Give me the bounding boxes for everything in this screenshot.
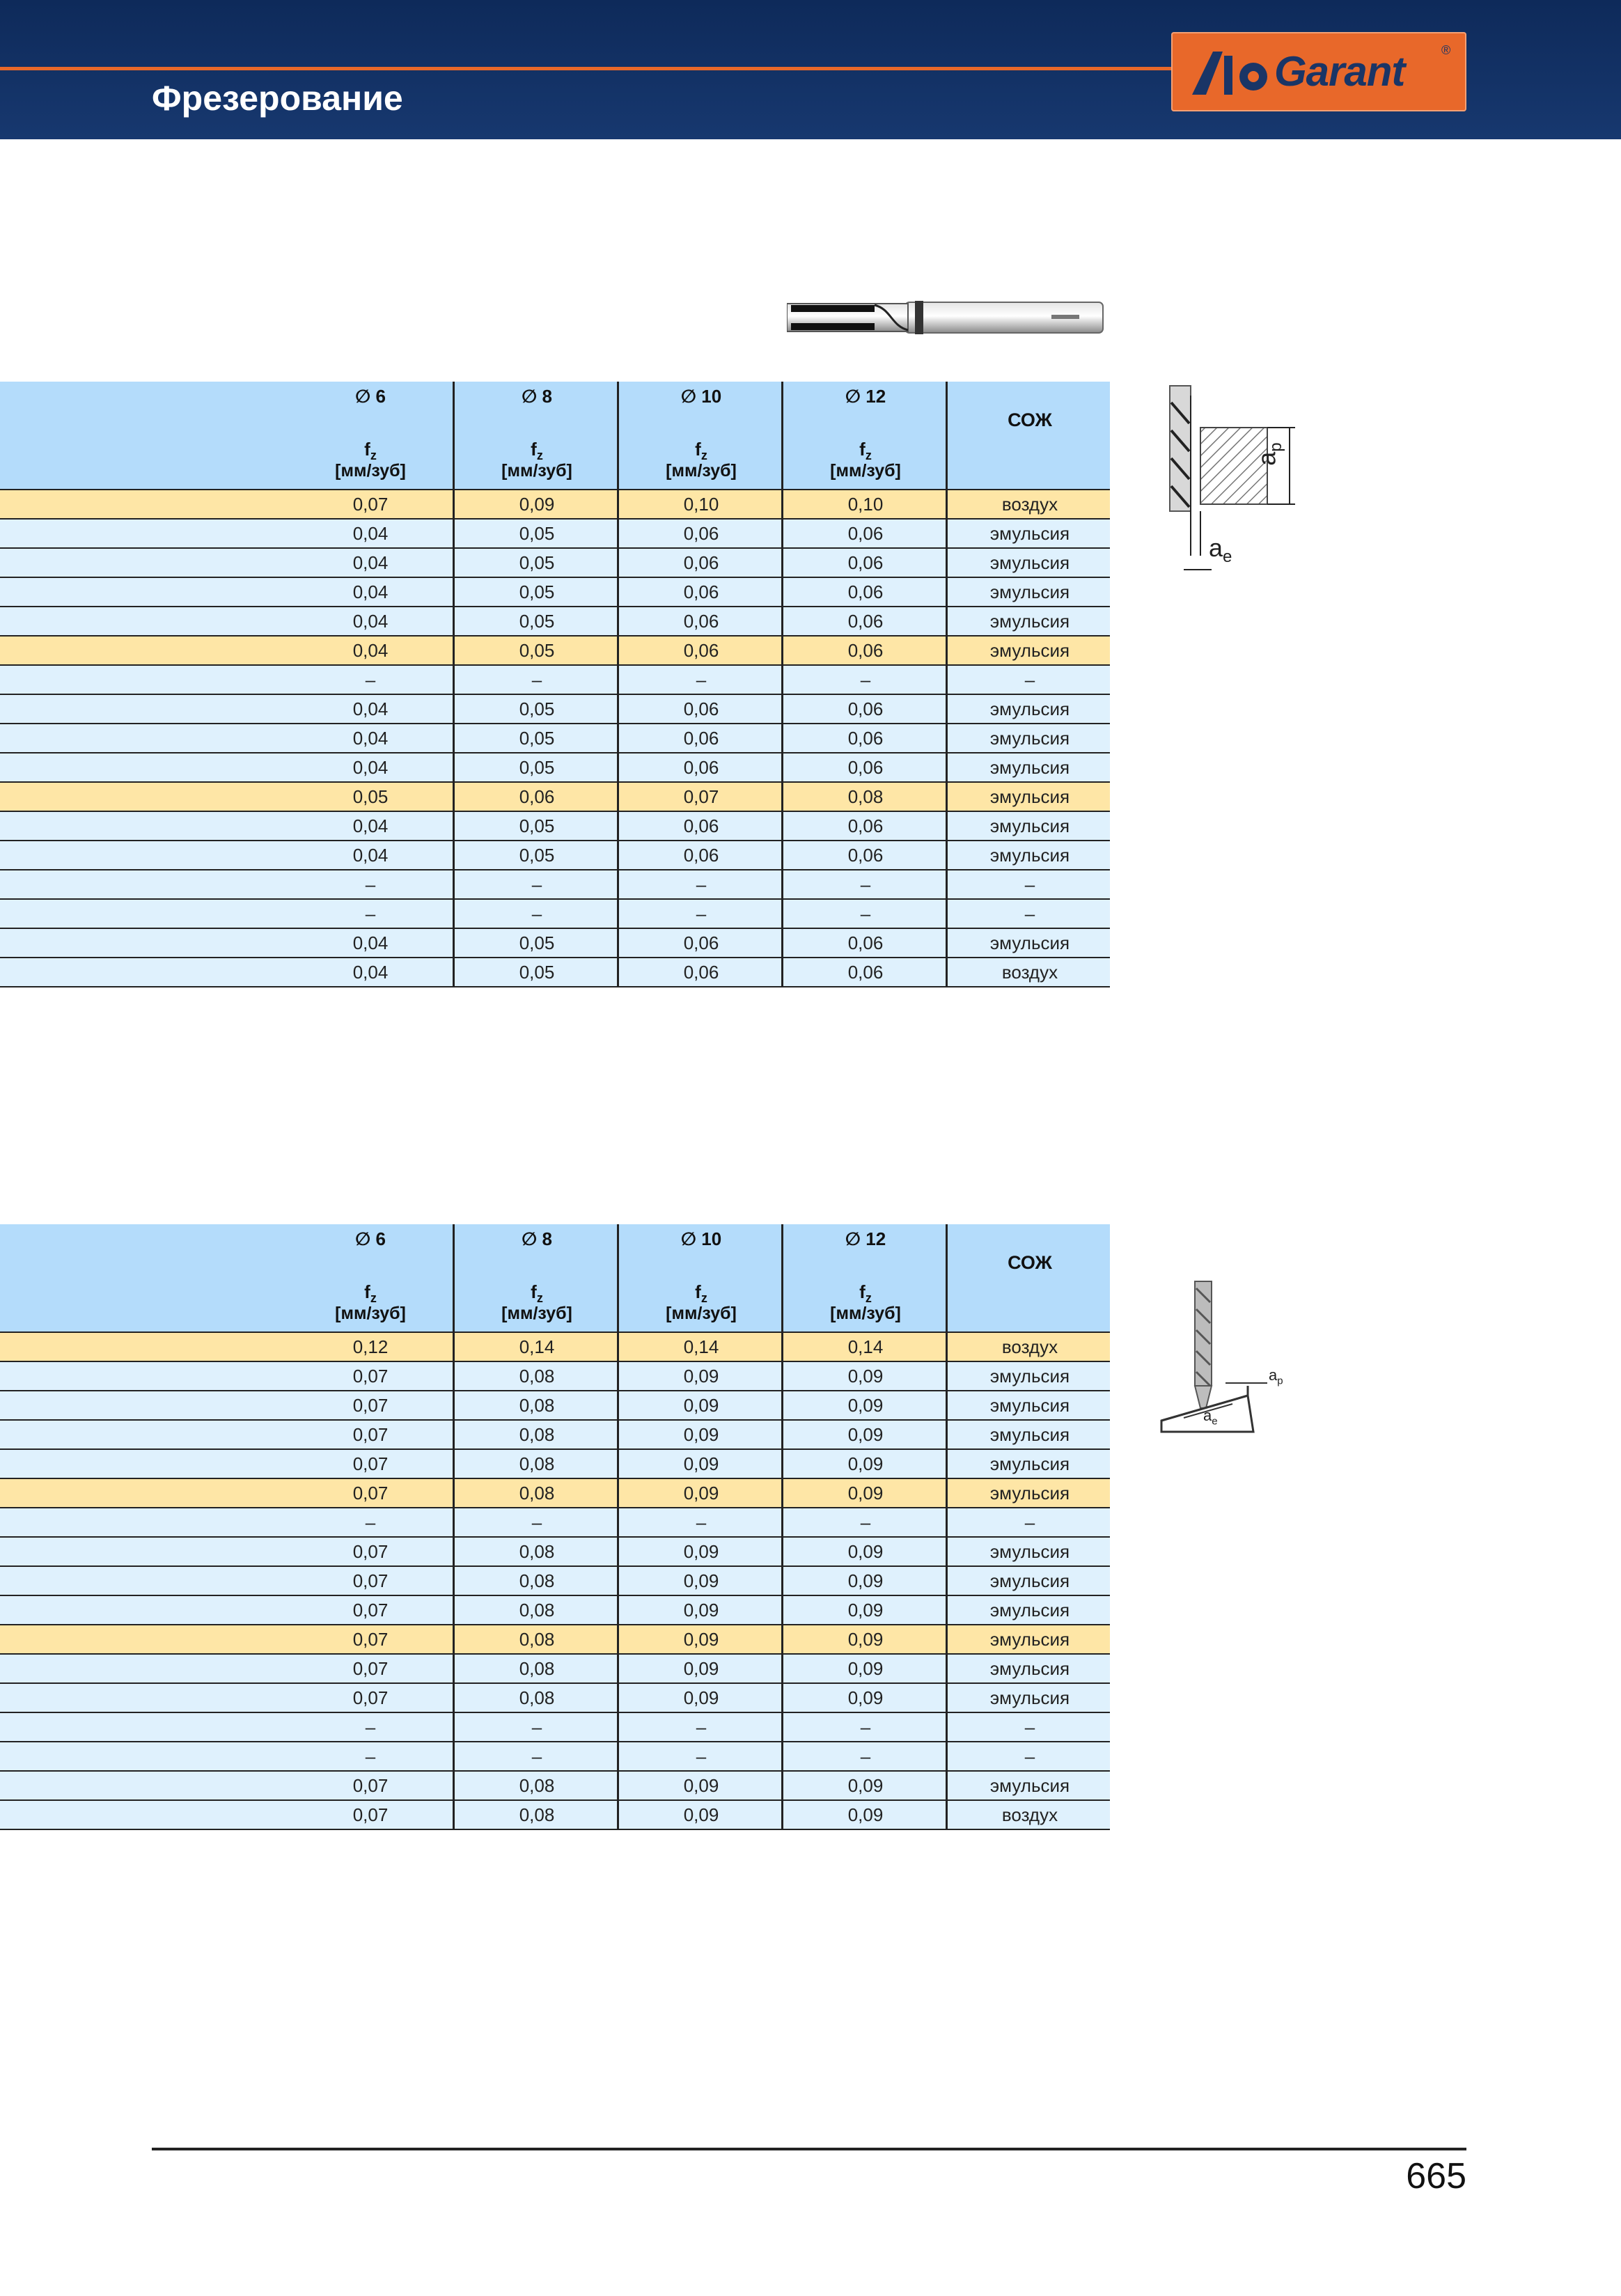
end-mill-tool-image: [787, 298, 1104, 338]
coolant-cell: эмульсия: [946, 1772, 1112, 1799]
feed-value-cell: –: [617, 900, 783, 928]
coolant-cell: –: [946, 900, 1112, 928]
coolant-cell: эмульсия: [946, 520, 1112, 547]
feed-value-cell: 0,08: [453, 1450, 619, 1478]
feed-value-cell: 0,04: [352, 932, 389, 953]
column-header: [617, 382, 783, 489]
feed-value-cell: 0,06: [781, 724, 948, 752]
column-header: [288, 1224, 453, 1331]
feed-value-cell: 0,09: [781, 1421, 948, 1448]
feed-value-cell: 0,07: [352, 1424, 389, 1445]
column-header: [288, 382, 453, 489]
coolant-cell: эмульсия: [946, 841, 1112, 869]
feed-value-cell: 0,08: [453, 1596, 619, 1624]
feed-value-cell: 0,09: [781, 1538, 948, 1565]
table-row: [0, 1333, 1110, 1362]
feed-value-cell: 0,04: [352, 728, 389, 749]
table-row: [0, 841, 1110, 870]
feed-value-cell: 0,09: [617, 1596, 783, 1624]
feed-value-cell: –: [781, 870, 948, 898]
ap-label-main: a: [1269, 1366, 1278, 1384]
diagram1-ap-label: [1253, 442, 1286, 465]
feed-value-cell: 0,07: [352, 1629, 389, 1650]
table-row: [0, 1508, 1110, 1538]
feed-value-cell: 0,12: [352, 1336, 389, 1357]
unit-label: [мм/зуб]: [666, 1304, 737, 1323]
coolant-header-label: СОЖ: [1008, 409, 1052, 430]
feed-value-cell: 0,08: [453, 1625, 619, 1653]
table-row: [0, 812, 1110, 841]
feed-value-cell: 0,14: [781, 1333, 948, 1361]
coolant-cell: эмульсия: [946, 1362, 1112, 1390]
feed-value-cell: –: [365, 669, 376, 690]
feed-value-cell: 0,04: [352, 611, 389, 632]
fz-subscript: z: [865, 448, 872, 463]
coolant-cell: воздух: [946, 490, 1112, 518]
table-row: [0, 666, 1110, 695]
table-row: [0, 1801, 1110, 1830]
feed-value-cell: 0,09: [617, 1772, 783, 1799]
feed-value-cell: 0,06: [617, 812, 783, 840]
feed-value-cell: 0,09: [453, 490, 619, 518]
feed-value-cell: 0,07: [352, 494, 389, 515]
feed-value-cell: –: [617, 666, 783, 694]
fz-main: f: [364, 1281, 370, 1302]
feed-value-cell: 0,04: [352, 581, 389, 602]
diagram1-ae-label: [1209, 533, 1232, 567]
feed-value-cell: 0,05: [453, 724, 619, 752]
feed-value-cell: 0,09: [781, 1450, 948, 1478]
table-header-row: [0, 382, 1110, 490]
feed-value-cell: 0,07: [352, 1395, 389, 1416]
garant-logo: [1171, 32, 1466, 111]
table-row: [0, 1772, 1110, 1801]
feed-value-cell: 0,09: [617, 1655, 783, 1682]
feed-value-cell: 0,06: [617, 958, 783, 986]
page-header: [0, 0, 1621, 139]
diameter-label: ∅ 10: [680, 386, 722, 407]
table-row: [0, 578, 1110, 607]
feed-value-cell: 0,06: [781, 520, 948, 547]
unit-label: [мм/зуб]: [335, 461, 406, 481]
table-row: [0, 490, 1110, 520]
ae-label-sub: e: [1223, 547, 1232, 567]
feed-value-cell: 0,09: [781, 1479, 948, 1507]
fz-main: f: [695, 439, 701, 460]
feed-value-cell: 0,09: [781, 1772, 948, 1799]
table-row: [0, 1625, 1110, 1655]
coolant-cell: эмульсия: [946, 724, 1112, 752]
table-row: [0, 870, 1110, 900]
fz-label: [783, 439, 948, 463]
feed-value-cell: –: [453, 1713, 619, 1741]
unit-label: [мм/зуб]: [830, 461, 901, 481]
feed-value-cell: 0,06: [617, 695, 783, 723]
coolant-cell: эмульсия: [946, 753, 1112, 781]
feed-value-cell: 0,06: [781, 929, 948, 957]
feed-value-cell: 0,04: [352, 815, 389, 836]
feed-value-cell: 0,08: [453, 1391, 619, 1419]
feed-value-cell: 0,08: [453, 1362, 619, 1390]
coolant-cell: эмульсия: [946, 1391, 1112, 1419]
header-accent-line: [0, 67, 1177, 70]
feed-value-cell: 0,05: [453, 929, 619, 957]
feed-value-cell: 0,06: [453, 783, 619, 811]
coolant-cell: эмульсия: [946, 1567, 1112, 1595]
feed-value-cell: 0,05: [453, 812, 619, 840]
coolant-cell: воздух: [946, 958, 1112, 986]
feed-table-2: [0, 1224, 1110, 1830]
feed-value-cell: 0,05: [453, 753, 619, 781]
unit-label: [мм/зуб]: [501, 1304, 572, 1323]
page-number: 665: [1406, 2156, 1466, 2196]
coolant-cell: –: [946, 1508, 1112, 1536]
diameter-label: ∅ 10: [680, 1228, 722, 1249]
coolant-cell: эмульсия: [946, 1655, 1112, 1682]
feed-value-cell: 0,06: [781, 549, 948, 577]
table-row: [0, 637, 1110, 666]
feed-value-cell: 0,05: [352, 786, 389, 807]
feed-value-cell: –: [617, 1508, 783, 1536]
table-row: [0, 1684, 1110, 1713]
feed-value-cell: –: [453, 1742, 619, 1770]
coolant-cell: эмульсия: [946, 1684, 1112, 1712]
table-row: [0, 1362, 1110, 1391]
fz-label: [455, 439, 619, 463]
feed-value-cell: 0,08: [781, 783, 948, 811]
feed-value-cell: 0,09: [781, 1625, 948, 1653]
garant-logo-mark-icon: [1192, 49, 1270, 97]
feed-value-cell: –: [617, 870, 783, 898]
fz-subscript: z: [536, 1291, 543, 1306]
feed-value-cell: 0,06: [781, 578, 948, 606]
feed-value-cell: 0,09: [617, 1479, 783, 1507]
feed-value-cell: 0,07: [352, 1541, 389, 1562]
feed-value-cell: 0,09: [617, 1625, 783, 1653]
table-row: [0, 1655, 1110, 1684]
feed-value-cell: 0,05: [453, 549, 619, 577]
feed-value-cell: 0,09: [617, 1421, 783, 1448]
feed-value-cell: 0,07: [352, 1658, 389, 1679]
table-row: [0, 1567, 1110, 1596]
diameter-label: ∅ 8: [522, 1228, 552, 1249]
feed-value-cell: –: [781, 666, 948, 694]
feed-value-cell: 0,09: [617, 1801, 783, 1829]
feed-value-cell: –: [365, 1746, 376, 1767]
feed-value-cell: 0,07: [352, 1775, 389, 1796]
fz-subscript: z: [370, 1291, 377, 1306]
feed-value-cell: 0,14: [453, 1333, 619, 1361]
fz-label: [288, 439, 453, 463]
feed-value-cell: –: [365, 903, 376, 924]
feed-value-cell: 0,08: [453, 1567, 619, 1595]
coolant-cell: эмульсия: [946, 929, 1112, 957]
feed-value-cell: 0,09: [781, 1801, 948, 1829]
coolant-cell: эмульсия: [946, 1596, 1112, 1624]
feed-value-cell: –: [781, 1742, 948, 1770]
feed-value-cell: 0,04: [352, 523, 389, 544]
feed-value-cell: 0,04: [352, 757, 389, 778]
feed-value-cell: 0,04: [352, 552, 389, 573]
feed-value-cell: 0,06: [781, 958, 948, 986]
diameter-label: ∅ 12: [845, 386, 886, 407]
table-row: [0, 900, 1110, 929]
feed-value-cell: 0,04: [352, 698, 389, 719]
fz-main: f: [364, 439, 370, 460]
feed-value-cell: 0,05: [453, 520, 619, 547]
fz-label: [288, 1281, 453, 1306]
feed-value-cell: 0,08: [453, 1479, 619, 1507]
feed-value-cell: –: [453, 870, 619, 898]
feed-value-cell: 0,06: [781, 607, 948, 635]
table-row: [0, 1391, 1110, 1421]
feed-value-cell: 0,06: [617, 753, 783, 781]
fz-subscript: z: [700, 1291, 707, 1306]
ap-label-main: a: [1252, 451, 1281, 466]
fz-main: f: [695, 1281, 701, 1302]
column-header: [781, 1224, 948, 1331]
feed-value-cell: 0,06: [617, 578, 783, 606]
feed-value-cell: 0,06: [781, 812, 948, 840]
coolant-cell: воздух: [946, 1333, 1112, 1361]
table-row: [0, 1421, 1110, 1450]
feed-value-cell: 0,07: [352, 1600, 389, 1621]
feed-value-cell: 0,08: [453, 1684, 619, 1712]
feed-value-cell: –: [453, 1508, 619, 1536]
feed-value-cell: 0,06: [617, 841, 783, 869]
feed-value-cell: 0,09: [617, 1362, 783, 1390]
table-row: [0, 929, 1110, 958]
table-row: [0, 958, 1110, 987]
table-row: [0, 1742, 1110, 1772]
fz-main: f: [859, 1281, 866, 1302]
diagram2-ae-label: [1203, 1407, 1218, 1427]
unit-label: [мм/зуб]: [830, 1304, 901, 1323]
column-header: [453, 382, 619, 489]
ramp-milling-diagram: [1156, 1279, 1302, 1439]
ap-label-sub: p: [1277, 1375, 1283, 1387]
feed-value-cell: 0,14: [617, 1333, 783, 1361]
feed-value-cell: 0,04: [352, 640, 389, 661]
coolant-cell: эмульсия: [946, 1421, 1112, 1448]
diameter-label: ∅ 12: [845, 1228, 886, 1249]
feed-value-cell: –: [781, 1713, 948, 1741]
unit-label: [мм/зуб]: [335, 1304, 406, 1323]
feed-value-cell: –: [453, 666, 619, 694]
feed-value-cell: 0,09: [781, 1567, 948, 1595]
fz-subscript: z: [536, 448, 543, 463]
fz-main: f: [531, 439, 537, 460]
coolant-column-header: [946, 1224, 1112, 1331]
ap-label-sub: p: [1266, 442, 1285, 452]
diagram2-ap-label: [1269, 1366, 1283, 1387]
table-row: [0, 549, 1110, 578]
feed-value-cell: 0,09: [781, 1391, 948, 1419]
unit-label: [мм/зуб]: [501, 461, 572, 481]
coolant-cell: –: [946, 666, 1112, 694]
coolant-cell: –: [946, 1742, 1112, 1770]
coolant-cell: эмульсия: [946, 549, 1112, 577]
feed-value-cell: 0,06: [781, 695, 948, 723]
feed-value-cell: 0,08: [453, 1421, 619, 1448]
feed-value-cell: –: [617, 1742, 783, 1770]
fz-label: [619, 439, 783, 463]
coolant-header-label: СОЖ: [1008, 1252, 1052, 1273]
feed-value-cell: 0,09: [617, 1538, 783, 1565]
fz-subscript: z: [700, 448, 707, 463]
feed-value-cell: 0,08: [453, 1772, 619, 1799]
ae-label-main: a: [1209, 533, 1223, 562]
garant-logo-text: Garant: [1274, 48, 1405, 95]
column-header: [781, 382, 948, 489]
coolant-cell: эмульсия: [946, 812, 1112, 840]
feed-value-cell: 0,06: [617, 549, 783, 577]
fz-subscript: z: [370, 448, 377, 463]
feed-value-cell: 0,05: [453, 578, 619, 606]
feed-value-cell: 0,07: [352, 1453, 389, 1474]
feed-value-cell: 0,08: [453, 1538, 619, 1565]
feed-value-cell: 0,07: [617, 783, 783, 811]
column-header: [617, 1224, 783, 1331]
coolant-cell: эмульсия: [946, 637, 1112, 664]
fz-label: [455, 1281, 619, 1306]
table-row: [0, 520, 1110, 549]
table-row: [0, 607, 1110, 637]
coolant-cell: –: [946, 870, 1112, 898]
diameter-label: ∅ 6: [355, 1228, 386, 1249]
feed-value-cell: 0,04: [352, 845, 389, 866]
page-title: Фрезерование: [152, 79, 403, 118]
fz-subscript: z: [865, 1291, 872, 1306]
feed-value-cell: 0,04: [352, 962, 389, 983]
fz-main: f: [531, 1281, 537, 1302]
feed-value-cell: 0,06: [617, 520, 783, 547]
table-row: [0, 1538, 1110, 1567]
coolant-cell: воздух: [946, 1801, 1112, 1829]
feed-value-cell: 0,05: [453, 637, 619, 664]
feed-value-cell: 0,09: [781, 1596, 948, 1624]
feed-value-cell: 0,09: [617, 1567, 783, 1595]
table-row: [0, 1450, 1110, 1479]
table-row: [0, 724, 1110, 753]
ae-label-main: a: [1203, 1407, 1212, 1424]
coolant-cell: эмульсия: [946, 695, 1112, 723]
coolant-cell: эмульсия: [946, 1479, 1112, 1507]
feed-value-cell: 0,06: [781, 841, 948, 869]
ae-label-sub: e: [1212, 1415, 1218, 1428]
feed-value-cell: 0,05: [453, 958, 619, 986]
feed-value-cell: –: [453, 900, 619, 928]
table-row: [0, 753, 1110, 783]
feed-value-cell: 0,09: [781, 1684, 948, 1712]
table-row: [0, 1596, 1110, 1625]
coolant-column-header: [946, 382, 1112, 489]
table-row: [0, 1479, 1110, 1508]
fz-main: f: [859, 439, 866, 460]
feed-value-cell: 0,05: [453, 607, 619, 635]
feed-value-cell: –: [617, 1713, 783, 1741]
feed-value-cell: 0,06: [781, 637, 948, 664]
coolant-cell: эмульсия: [946, 607, 1112, 635]
coolant-cell: эмульсия: [946, 783, 1112, 811]
feed-value-cell: 0,10: [781, 490, 948, 518]
diameter-label: ∅ 6: [355, 386, 386, 407]
feed-value-cell: 0,09: [781, 1655, 948, 1682]
fz-label: [783, 1281, 948, 1306]
feed-value-cell: 0,09: [617, 1391, 783, 1419]
feed-value-cell: 0,07: [352, 1483, 389, 1504]
feed-table-1: [0, 382, 1110, 987]
diameter-label: ∅ 8: [522, 386, 552, 407]
unit-label: [мм/зуб]: [666, 461, 737, 481]
feed-value-cell: 0,09: [617, 1684, 783, 1712]
side-milling-diagram: [1156, 382, 1309, 584]
feed-value-cell: 0,06: [617, 929, 783, 957]
table-row: [0, 695, 1110, 724]
feed-value-cell: 0,05: [453, 841, 619, 869]
feed-value-cell: 0,07: [352, 1804, 389, 1825]
registered-mark: ®: [1441, 43, 1451, 57]
feed-value-cell: 0,06: [781, 753, 948, 781]
feed-value-cell: 0,09: [617, 1450, 783, 1478]
coolant-cell: эмульсия: [946, 578, 1112, 606]
table-row: [0, 783, 1110, 812]
feed-value-cell: 0,06: [617, 724, 783, 752]
coolant-cell: эмульсия: [946, 1450, 1112, 1478]
feed-value-cell: 0,06: [617, 607, 783, 635]
feed-value-cell: –: [781, 900, 948, 928]
coolant-cell: эмульсия: [946, 1625, 1112, 1653]
feed-value-cell: 0,10: [617, 490, 783, 518]
feed-value-cell: 0,07: [352, 1366, 389, 1387]
feed-value-cell: 0,07: [352, 1687, 389, 1708]
feed-value-cell: 0,05: [453, 695, 619, 723]
coolant-cell: эмульсия: [946, 1538, 1112, 1565]
feed-value-cell: 0,08: [453, 1655, 619, 1682]
feed-value-cell: –: [365, 1717, 376, 1737]
feed-value-cell: 0,08: [453, 1801, 619, 1829]
feed-value-cell: 0,07: [352, 1570, 389, 1591]
fz-label: [619, 1281, 783, 1306]
feed-value-cell: 0,06: [617, 637, 783, 664]
feed-value-cell: –: [365, 1512, 376, 1533]
table-row: [0, 1713, 1110, 1742]
footer-rule: [152, 2148, 1466, 2150]
table-header-row: [0, 1224, 1110, 1333]
feed-value-cell: –: [781, 1508, 948, 1536]
feed-value-cell: 0,09: [781, 1362, 948, 1390]
coolant-cell: –: [946, 1713, 1112, 1741]
column-header: [453, 1224, 619, 1331]
feed-value-cell: –: [365, 874, 376, 895]
